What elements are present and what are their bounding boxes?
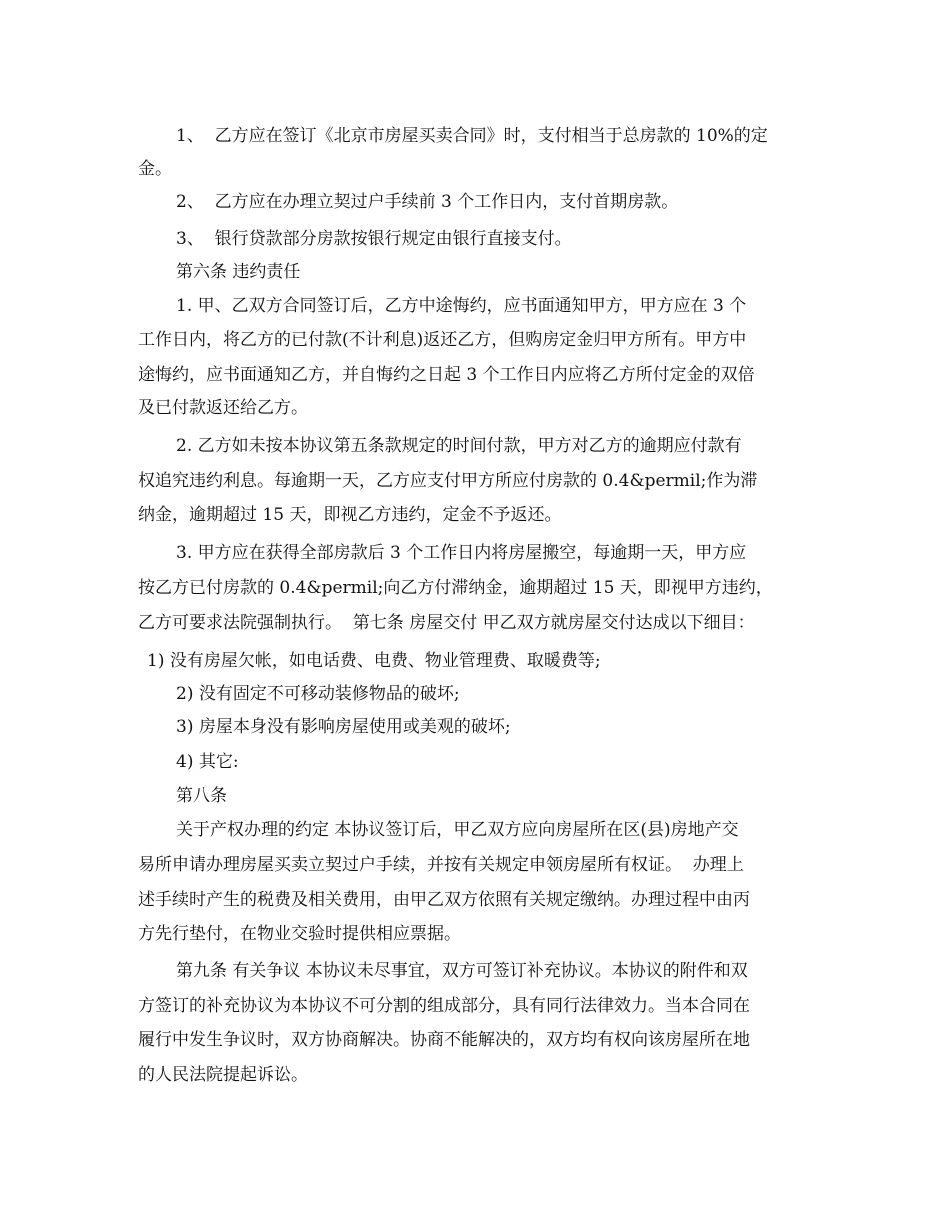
clause-7-detail-3: 3) 房屋本身没有影响房屋使用或美观的破坏; [176, 717, 511, 737]
clause-6-item-2-line-2: 权追究违约利息。每逾期一天，乙方应支付甲方所应付房款的 0.4&permil;作为滞 [138, 471, 758, 491]
clause-7-detail-1: 1) 没有房屋欠帐，如电话费、电费、物业管理费、取暖费等; [147, 651, 601, 671]
clause-9-line-1: 第九条 有关争议 本协议未尽事宜，双方可签订补充协议。本协议的附件和双 [176, 961, 748, 981]
clause-8-line-4: 方先行垫付，在物业交验时提供相应票据。 [138, 924, 461, 944]
clause-6-item-3-line-2: 按乙方已付房款的 0.4&permil;向乙方付滞纳金，逾期超过 15 天，即视甲方违约， [138, 578, 773, 598]
clause-5-item-1-line-2: 金。 [138, 159, 172, 179]
clause-9-line-3: 履行中发生争议时，双方协商解决。协商不能解决的，双方均有权向该房屋所在地 [138, 1030, 750, 1050]
clause-5-item-1-line-1: 1、 乙方应在签订《北京市房屋买卖合同》时，支付相当于总房款的 10%的定 [176, 126, 768, 146]
clause-6-item-1-line-3: 途悔约，应书面通知乙方，并自悔约之日起 3 个工作日内应将乙方所付定金的双倍 [138, 365, 755, 385]
clause-7-detail-4: 4) 其它: [176, 752, 239, 772]
clause-6-item-3-line-3: 乙方可要求法院强制执行。 第七条 房屋交付 甲乙双方就房屋交付达成以下细目： [138, 613, 755, 633]
clause-6-heading: 第六条 违约责任 [176, 262, 301, 282]
clause-9-line-4: 的人民法院提起诉讼。 [138, 1065, 308, 1085]
clause-6-item-2-line-3: 纳金，逾期超过 15 天，即视乙方违约，定金不予返还。 [138, 505, 562, 525]
clause-8-heading: 第八条 [176, 786, 227, 806]
clause-7-detail-2: 2) 没有固定不可移动装修物品的破坏; [176, 684, 460, 704]
clause-9-line-2: 方签订的补充协议为本协议不可分割的组成部分，具有同行法律效力。当本合同在 [138, 996, 750, 1016]
clause-8-line-3: 述手续时产生的税费及相关费用，由甲乙双方依照有关规定缴纳。办理过程中由丙 [138, 890, 750, 910]
clause-6-item-1-line-4: 及已付款返还给乙方。 [138, 398, 308, 418]
clause-5-item-2: 2、 乙方应在办理立契过户手续前 3 个工作日内，支付首期房款。 [176, 192, 679, 212]
clause-6-item-1-line-1: 1. 甲、乙双方合同签订后，乙方中途悔约，应书面通知甲方，甲方应在 3 个 [176, 296, 747, 316]
clause-6-item-2-line-1: 2. 乙方如未按本协议第五条款规定的时间付款，甲方对乙方的逾期应付款有 [176, 436, 742, 456]
clause-8-line-2: 易所申请办理房屋买卖立契过户手续，并按有关规定申领房屋所有权证。 办理上 [138, 855, 744, 875]
clause-6-item-1-line-2: 工作日内，将乙方的已付款(不计利息)返还乙方，但购房定金归甲方所有。甲方中 [138, 330, 747, 350]
clause-5-item-3: 3、 银行贷款部分房款按银行规定由银行直接支付。 [176, 229, 572, 249]
clause-6-item-3-line-1: 3. 甲方应在获得全部房款后 3 个工作日内将房屋搬空，每逾期一天，甲方应 [176, 543, 747, 563]
clause-8-line-1: 关于产权办理的约定 本协议签订后，甲乙双方应向房屋所在区(县)房地产交 [176, 820, 739, 840]
